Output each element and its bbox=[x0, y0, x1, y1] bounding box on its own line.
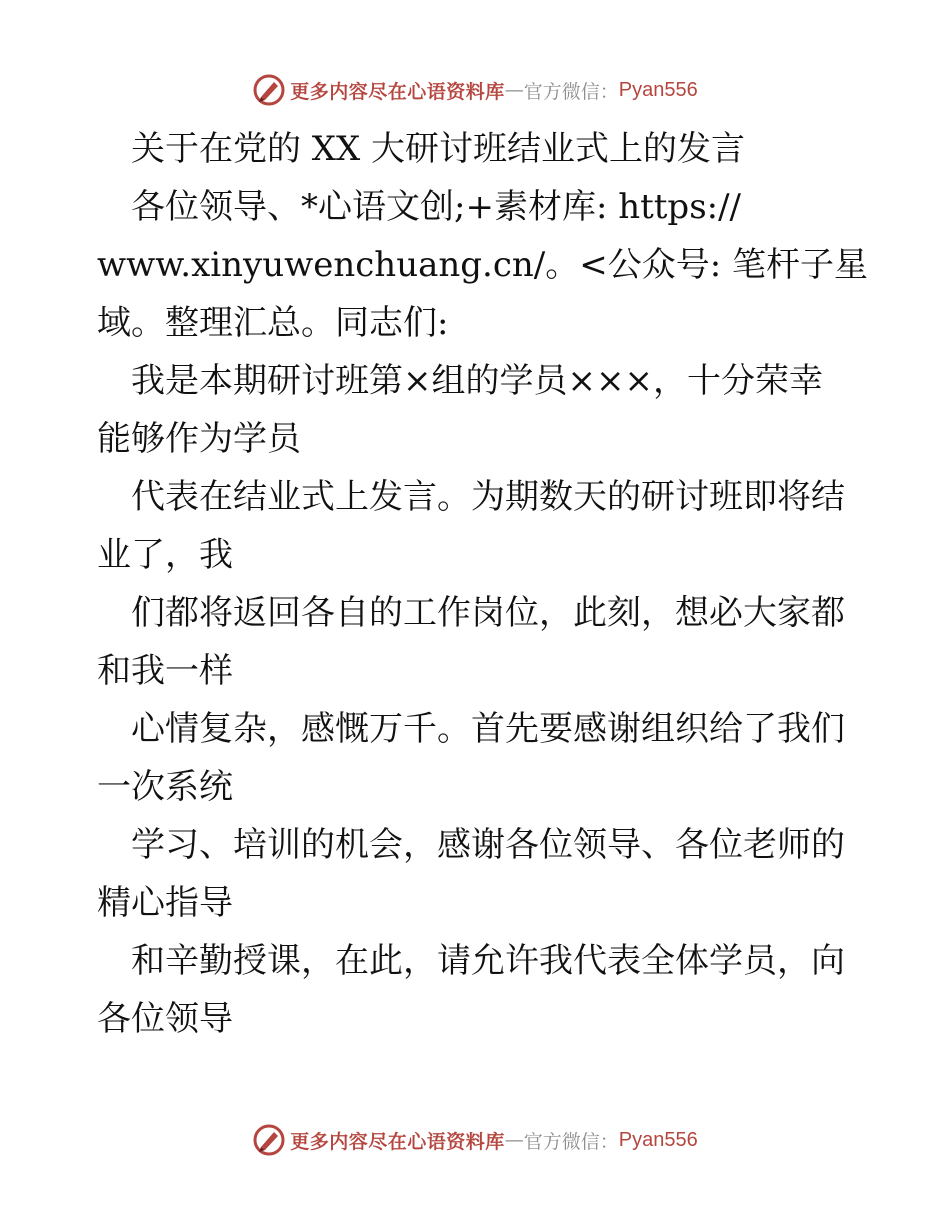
text-line: 心情复杂，感慨万千。首先要感谢组织给了我们 bbox=[97, 709, 845, 749]
banner-dash: — bbox=[504, 1129, 524, 1151]
pen-logo-icon bbox=[252, 1123, 286, 1157]
text-line: 能够作为学员 bbox=[97, 419, 301, 459]
text-line: 业了，我 bbox=[97, 535, 233, 575]
text-line: 代表在结业式上发言。为期数天的研讨班即将结 bbox=[97, 477, 845, 517]
text-line: 域。整理汇总。同志们: bbox=[97, 303, 449, 343]
banner-title: 更多内容尽在心语资料库 bbox=[290, 80, 505, 103]
text-line: 我是本期研讨班第×组的学员×××，十分荣幸 bbox=[97, 361, 823, 401]
banner-dash: — bbox=[504, 79, 524, 101]
text-line: www.xinyuwenchuang.cn/。<公众号: 笔杆子星 bbox=[97, 245, 868, 285]
text-line: 和辛勤授课，在此，请允许我代表全体学员，向 bbox=[97, 941, 845, 981]
text-line: 和我一样 bbox=[97, 651, 233, 691]
text-line: 各位领导、*心语文创;+素材库: https:// bbox=[97, 187, 742, 227]
doc-title-line: 关于在党的 XX 大研讨班结业式上的发言 bbox=[97, 129, 746, 169]
text-line: 一次系统 bbox=[97, 767, 233, 807]
pen-logo-icon bbox=[252, 73, 286, 107]
text-line: 们都将返回各自的工作岗位，此刻，想必大家都 bbox=[97, 593, 845, 633]
text-line: 学习、培训的机会，感谢各位领导、各位老师的 bbox=[97, 825, 845, 865]
footer-banner bbox=[0, 1120, 950, 1160]
banner-wechat-id: Pyan556 bbox=[618, 1128, 698, 1151]
header-banner bbox=[0, 70, 950, 110]
banner-title: 更多内容尽在心语资料库 bbox=[290, 1130, 505, 1153]
text-line: 各位领导 bbox=[97, 999, 233, 1039]
banner-wechat-label: 官方微信： bbox=[523, 1130, 619, 1153]
document-body bbox=[97, 120, 868, 1048]
banner-wechat-id: Pyan556 bbox=[618, 78, 698, 101]
banner-wechat-label: 官方微信： bbox=[523, 80, 619, 103]
text-line: 精心指导 bbox=[97, 883, 233, 923]
